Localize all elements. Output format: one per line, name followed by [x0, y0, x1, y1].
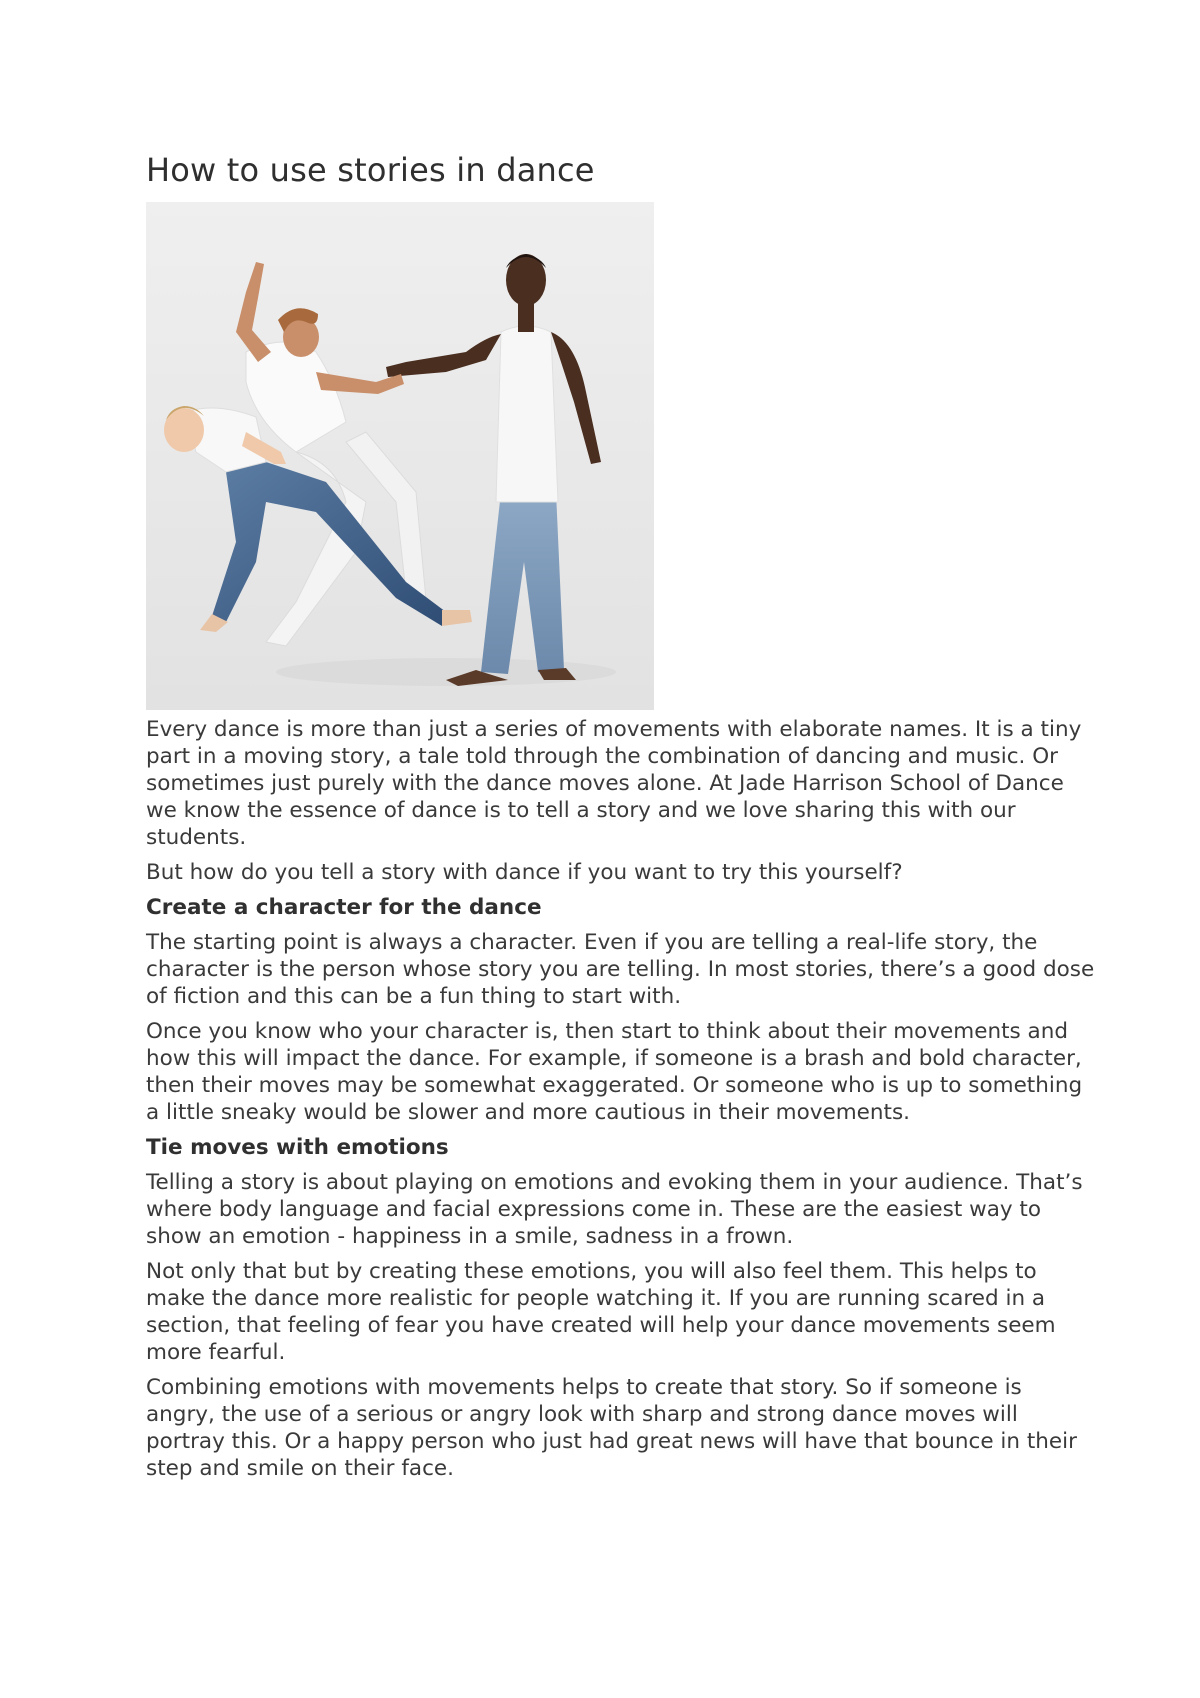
page-title: How to use stories in dance: [146, 151, 595, 189]
intro-paragraph-2: But how do you tell a story with dance if you want to try this yourself?: [146, 860, 903, 885]
section-character-paragraph-2: Once you know who your character is, then start to think about their movements and how this will impact the dance. For example, if someone is a brash and bold character, then their moves may be somewhat exaggerated. Or someone who is up to something a little sneaky would be slower and more cautious in their movements.: [146, 1019, 1083, 1125]
section-emotions-paragraph-1: Telling a story is about playing on emotions and evoking them in your audience. That’s where body language and facial expressions come in. These are the easiest way to show an emotion - happiness in a smile, sadness in a frown.: [146, 1170, 1083, 1249]
section-emotions-paragraph-2: Not only that but by creating these emotions, you will also feel them. This helps to make the dance more realistic for people watching it. If you are running scared in a section, that feeling of fear you have created will help your dance movements seem more fearful.: [146, 1259, 1056, 1365]
document-page: [146, 150, 1096, 1490]
section-heading-emotions: Tie moves with emotions: [146, 1135, 449, 1160]
section-character-paragraph-1: The starting point is always a character. Even if you are telling a real-life story, the character is the person whose story you are telling. In most stories, there’s a good dose of fiction and this can be a fun thing to start with.: [146, 930, 1095, 1009]
section-emotions-paragraph-3: Combining emotions with movements helps to create that story. So if someone is angry, the use of a serious or angry look with sharp and strong dance moves will portray this. Or a happy person who just had great news will have that bounce in their step and smile on their face.: [146, 1375, 1077, 1481]
intro-paragraph-1: Every dance is more than just a series of movements with elaborate names. It is a tiny part in a moving story, a tale told through the combination of dancing and music. Or sometimes just purely with the dance moves alone. At Jade Harrison School of Dance we know the essence of dance is to tell a story and we love sharing this with our students.: [146, 717, 1082, 850]
section-heading-character: Create a character for the dance: [146, 895, 542, 920]
dancers-photo: [146, 202, 654, 710]
